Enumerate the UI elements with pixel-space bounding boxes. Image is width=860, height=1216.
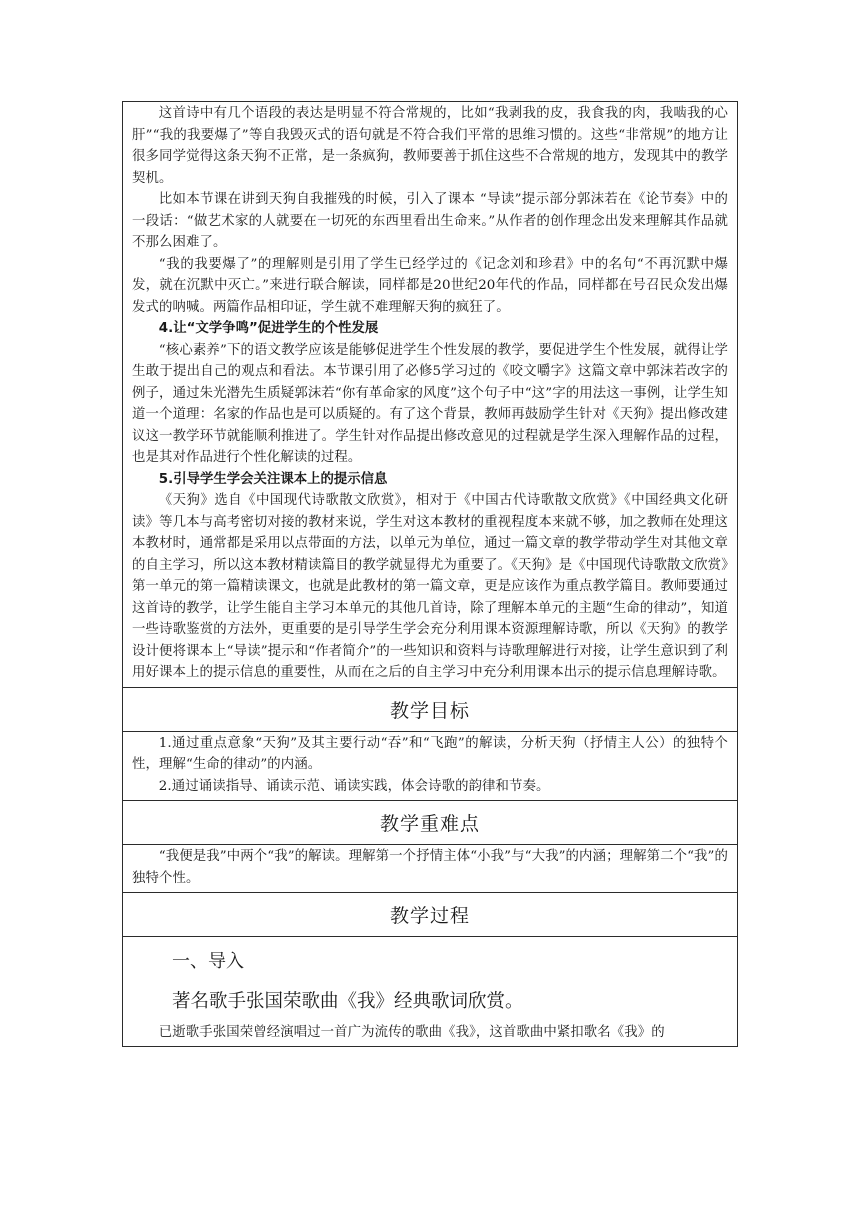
- process-subtitle: 著名歌手张国荣歌曲《我》经典歌词欣赏。: [172, 991, 524, 1012]
- goals-heading-cell: [122, 688, 738, 732]
- goal-item-2: 2.通过诵读指导、诵读示范、诵读实践，体会诗歌的韵律和节奏。: [158, 778, 550, 794]
- analysis-cell: [122, 101, 738, 688]
- analysis-paragraph-1: 这首诗中有几个语段的表达是明显不符合常规的，比如“我剥我的皮，我食我的肉，我啮我的心肝”“我的我要爆了”等自我毁灭式的语句就是不符合我们平常的思维习惯的。这些“非常规”的地方让很多同学觉得这条天狗不正常，是一条疯狗，教师要善于抓住这些不合常规的地方，发现其中的教学契机。: [132, 106, 728, 186]
- process-heading-cell: [122, 893, 738, 937]
- goals-cell: [122, 732, 738, 802]
- process-heading: 教学过程: [389, 905, 470, 927]
- analysis-paragraph-3: “我的我要爆了”的理解则是引用了学生已经学过的《记念刘和珍君》中的名句“不再沉默中爆发，就在沉默中灭亡。”来进行联合解读，同样都是20世纪20年代的作品，同样都在号召民众发出爆发式的呐喊。两篇作品相印证，学生就不难理解天狗的疯狂了。: [132, 256, 728, 315]
- process-text: 已逝歌手张国荣曾经演唱过一首广为流传的歌曲《我》，这首歌曲中紧扣歌名《我》的: [158, 1025, 665, 1040]
- goals-heading: 教学目标: [389, 699, 470, 722]
- goal-item-1: 1.通过重点意象“天狗”及其主要行动“吞”和“飞跑”的解读，分析天狗（抒情主人公）的独特个性，理解“生命的律动”的内涵。: [132, 735, 728, 772]
- analysis-paragraph-5: 《天狗》选自《中国现代诗歌散文欣赏》，相对于《中国古代诗歌散文欣赏》《中国经典文化研读》等几本与高考密切对接的教材来说，学生对这本教材的重视程度本来就不够，加之教师在处理这本教材时，通常都是采用以点带面的方法，以单元为单位，通过一篇文章的教学带动学生对其他文章的自主学习，所以这本教材精读篇目的教学就显得尤为重要了。《天狗》是《中国现代诗歌散文欣赏》第一单元的第一篇精读课文，也就是此教材的第一篇文章，更是应该作为重点教学篇目。教师要通过这首诗的教学，让学生能自主学习本单元的其他几首诗，除了理解本单元的主题“生命的律动”，知道一些诗歌鉴赏的方法外，更重要的是引导学生学会充分利用课本资源理解诗歌，所以《天狗》的教学设计便将课本上“导读”提示和“作者简介”的一些知识和资料与诗歌理解进行对接，让学生意识到了利用好课本上的提示信息的重要性，从而在之后的自主学习中充分利用课本出示的提示信息理解诗歌。: [132, 493, 728, 680]
- keypoints-heading-cell: [122, 801, 738, 845]
- process-section-1: 一、导入: [172, 951, 244, 972]
- keypoints-heading: 教学重难点: [379, 813, 480, 835]
- process-cell: [122, 937, 738, 1047]
- keypoints-cell: [122, 845, 738, 893]
- analysis-paragraph-4: “核心素养”下的语文教学应该是能够促进学生个性发展的教学，要促进学生个性发展，就得让学生敢于提出自己的观点和看法。本节课引用了必修5学习过的《咬文嚼字》这篇文章中郭沫若改字的例子，通过朱光潜先生质疑郭沫若“你有革命家的风度”这个句子中“这”字的用法这一事例，让学生知道一个道理：名家的作品也是可以质疑的。有了这个背景，教师再鼓励学生针对《天狗》提出修改建议这一教学环节就能顺利推进了。学生针对作品提出修改意见的过程就是学生深入理解作品的过程，也是其对作品进行个性化解读的过程。: [132, 342, 728, 465]
- analysis-heading-5: 5.引导学生学会关注课本上的提示信息: [158, 471, 388, 487]
- lesson-plan-table: [122, 101, 738, 1047]
- analysis-heading-4: 4.让“文学争鸣”促进学生的个性发展: [158, 321, 379, 336]
- keypoints-text: “我便是我”中两个“我”的解读。理解第一个抒情主体“小我”与“大我”的内涵；理解第二个“我”的独特个性。: [132, 849, 728, 886]
- analysis-paragraph-2: 比如本节课在讲到天狗自我摧残的时候，引入了课本 “导读”提示部分郭沫若在《论节奏》中的一段话：“做艺术家的人就要在一切死的东西里看出生命来。”从作者的创作理念出发来理解其作品就不那么困难了。: [132, 192, 728, 250]
